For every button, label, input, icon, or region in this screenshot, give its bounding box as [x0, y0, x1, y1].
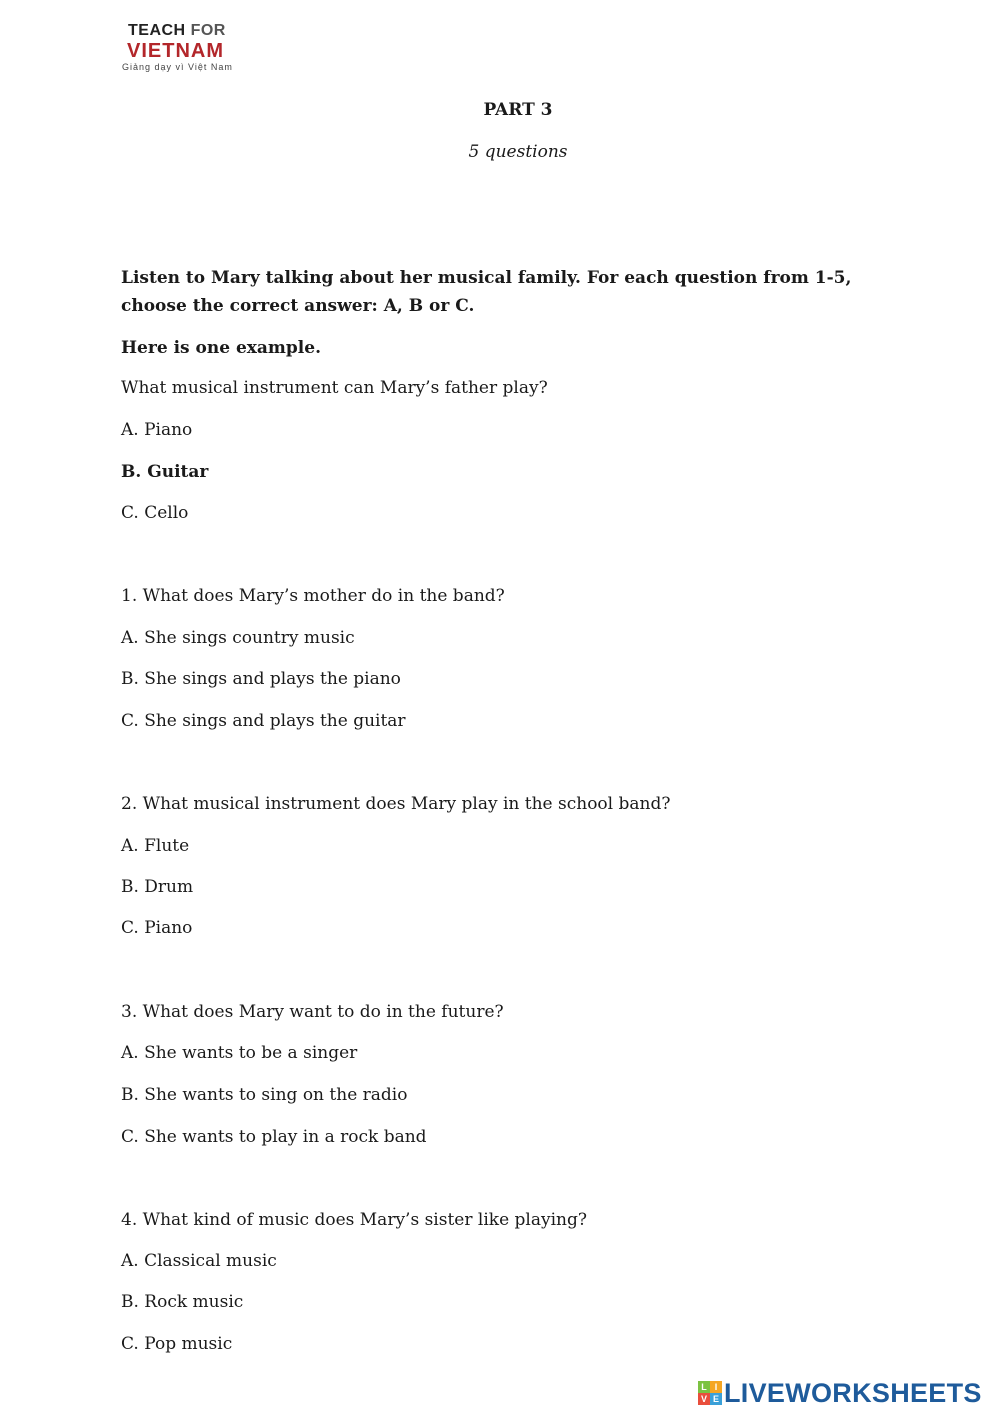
- example-heading: Here is one example.: [121, 338, 321, 358]
- liveworksheets-text: LIVEWORKSHEETS: [724, 1377, 982, 1408]
- question-4: 4. What kind of music does Mary’s sister like playing?: [121, 1210, 587, 1230]
- question-4-option-c[interactable]: C. Pop music: [121, 1334, 233, 1354]
- page-subtitle: 5 questions: [468, 142, 568, 162]
- question-2-option-a[interactable]: A. Flute: [121, 836, 190, 856]
- question-3-option-a[interactable]: A. She wants to be a singer: [121, 1043, 358, 1063]
- question-3-option-c[interactable]: C. She wants to play in a rock band: [121, 1127, 427, 1147]
- page-title: PART 3: [483, 100, 553, 120]
- question-3: 3. What does Mary want to do in the future?: [121, 1002, 504, 1022]
- logo-line-1: TEACH FOR: [128, 22, 226, 39]
- question-2-option-c[interactable]: C. Piano: [121, 918, 193, 938]
- question-2: 2. What musical instrument does Mary play in the school band?: [121, 794, 671, 814]
- example-option: A. Piano: [121, 420, 193, 440]
- question-3-option-b[interactable]: B. She wants to sing on the radio: [121, 1085, 408, 1105]
- example-option-answer: B. Guitar: [121, 462, 209, 482]
- logo-tagline: Giảng dạy vì Việt Nam: [122, 62, 233, 72]
- liveworksheets-watermark: [698, 1376, 982, 1410]
- question-4-option-a[interactable]: A. Classical music: [121, 1251, 277, 1271]
- question-1-option-a[interactable]: A. She sings country music: [121, 628, 355, 648]
- question-1: 1. What does Mary’s mother do in the band?: [121, 586, 505, 606]
- instructions: Listen to Mary talking about her musical family. For each question from 1-5, choose the correct answer: A, B or C.: [121, 268, 852, 316]
- question-1-option-c[interactable]: C. She sings and plays the guitar: [121, 711, 406, 731]
- example-question: What musical instrument can Mary’s father play?: [121, 378, 548, 398]
- question-1-option-b[interactable]: B. She sings and plays the piano: [121, 669, 401, 689]
- liveworksheets-logo-icon: L I V E: [698, 1381, 722, 1405]
- question-2-option-b[interactable]: B. Drum: [121, 877, 194, 897]
- example-option: C. Cello: [121, 503, 189, 523]
- question-4-option-b[interactable]: B. Rock music: [121, 1292, 244, 1312]
- logo-line-2: VIETNAM: [127, 40, 224, 62]
- teach-for-vietnam-logo: [122, 22, 252, 73]
